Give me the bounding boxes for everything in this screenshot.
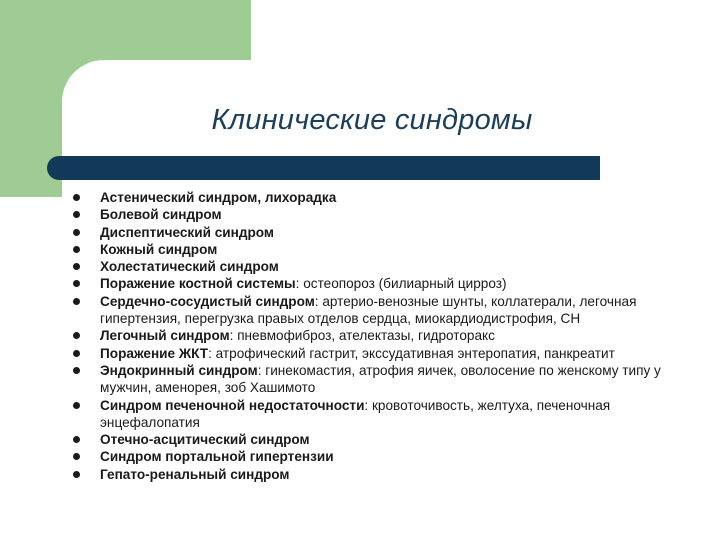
- item-term: Синдром печеночной недостаточности: [100, 397, 365, 413]
- bullet-icon: [73, 402, 80, 409]
- list-item: [72, 397, 712, 432]
- bullet-icon: [73, 263, 80, 270]
- list-item: [72, 466, 712, 483]
- item-term: Диспептический синдром: [100, 224, 274, 240]
- bullet-icon: [73, 471, 80, 478]
- item-term: Синдром портальной гипертензии: [100, 449, 334, 465]
- list-item: [72, 258, 712, 275]
- bullet-icon: [73, 246, 80, 253]
- list-item: [72, 293, 712, 328]
- item-detail: : атрофический гастрит, экссудативная энтеропатия, панкреатит: [208, 345, 615, 361]
- bullet-icon: [73, 211, 80, 218]
- bullet-icon: [73, 280, 80, 287]
- list-item: [72, 241, 712, 258]
- item-detail: : артерио-венозные шунты, коллатерали, легочная гипертензия, перегрузка правых отделов сердца, миокардиодистрофия, СН: [100, 293, 637, 327]
- bullet-icon: [73, 298, 80, 305]
- list-item: [72, 448, 712, 465]
- item-detail: : гинекомастия, атрофия яичек, оволосение по женскому типу у мужчин, аменорея, зоб Хашимото: [100, 362, 661, 396]
- item-detail: : пневмофиброз, ателектазы, гидроторакс: [229, 328, 495, 344]
- list-item: [72, 345, 712, 362]
- item-term: Холестатический синдром: [100, 259, 279, 275]
- item-term: Эндокринный синдром: [100, 362, 258, 378]
- bullet-icon: [73, 453, 80, 460]
- item-term: Астенический синдром, лихорадка: [100, 190, 337, 205]
- bullet-icon: [73, 350, 80, 357]
- list-item: [72, 431, 712, 448]
- list-item: [72, 224, 712, 241]
- item-term: Поражение костной системы: [100, 276, 296, 292]
- item-detail: : остеопороз (билиарный цирроз): [295, 276, 507, 292]
- list-item: [72, 327, 712, 344]
- syndrome-list: [72, 189, 712, 483]
- item-detail: : кровоточивость, желтуха, печеночная энцефалопатия: [100, 397, 611, 430]
- item-term: Отечно-асцитический синдром: [100, 432, 310, 448]
- bullet-icon: [73, 367, 80, 374]
- title-underline-bar: [47, 156, 600, 180]
- list-item: [72, 362, 712, 397]
- list-item: [72, 189, 712, 206]
- bullet-icon: [73, 194, 80, 201]
- item-term: Сердечно-сосудистый синдром: [100, 293, 315, 309]
- item-term: Поражение ЖКТ: [100, 345, 209, 361]
- item-term: Гепато-ренальный синдром: [100, 466, 290, 482]
- list-item: [72, 206, 712, 223]
- bullet-icon: [73, 436, 80, 443]
- item-term: Легочный синдром: [100, 328, 230, 344]
- bullet-icon: [73, 229, 80, 236]
- item-term: Болевой синдром: [100, 207, 222, 223]
- slide-title: Клинические синдромы: [211, 104, 533, 136]
- bullet-icon: [73, 332, 80, 339]
- item-term: Кожный синдром: [100, 241, 218, 257]
- list-item: [72, 275, 712, 292]
